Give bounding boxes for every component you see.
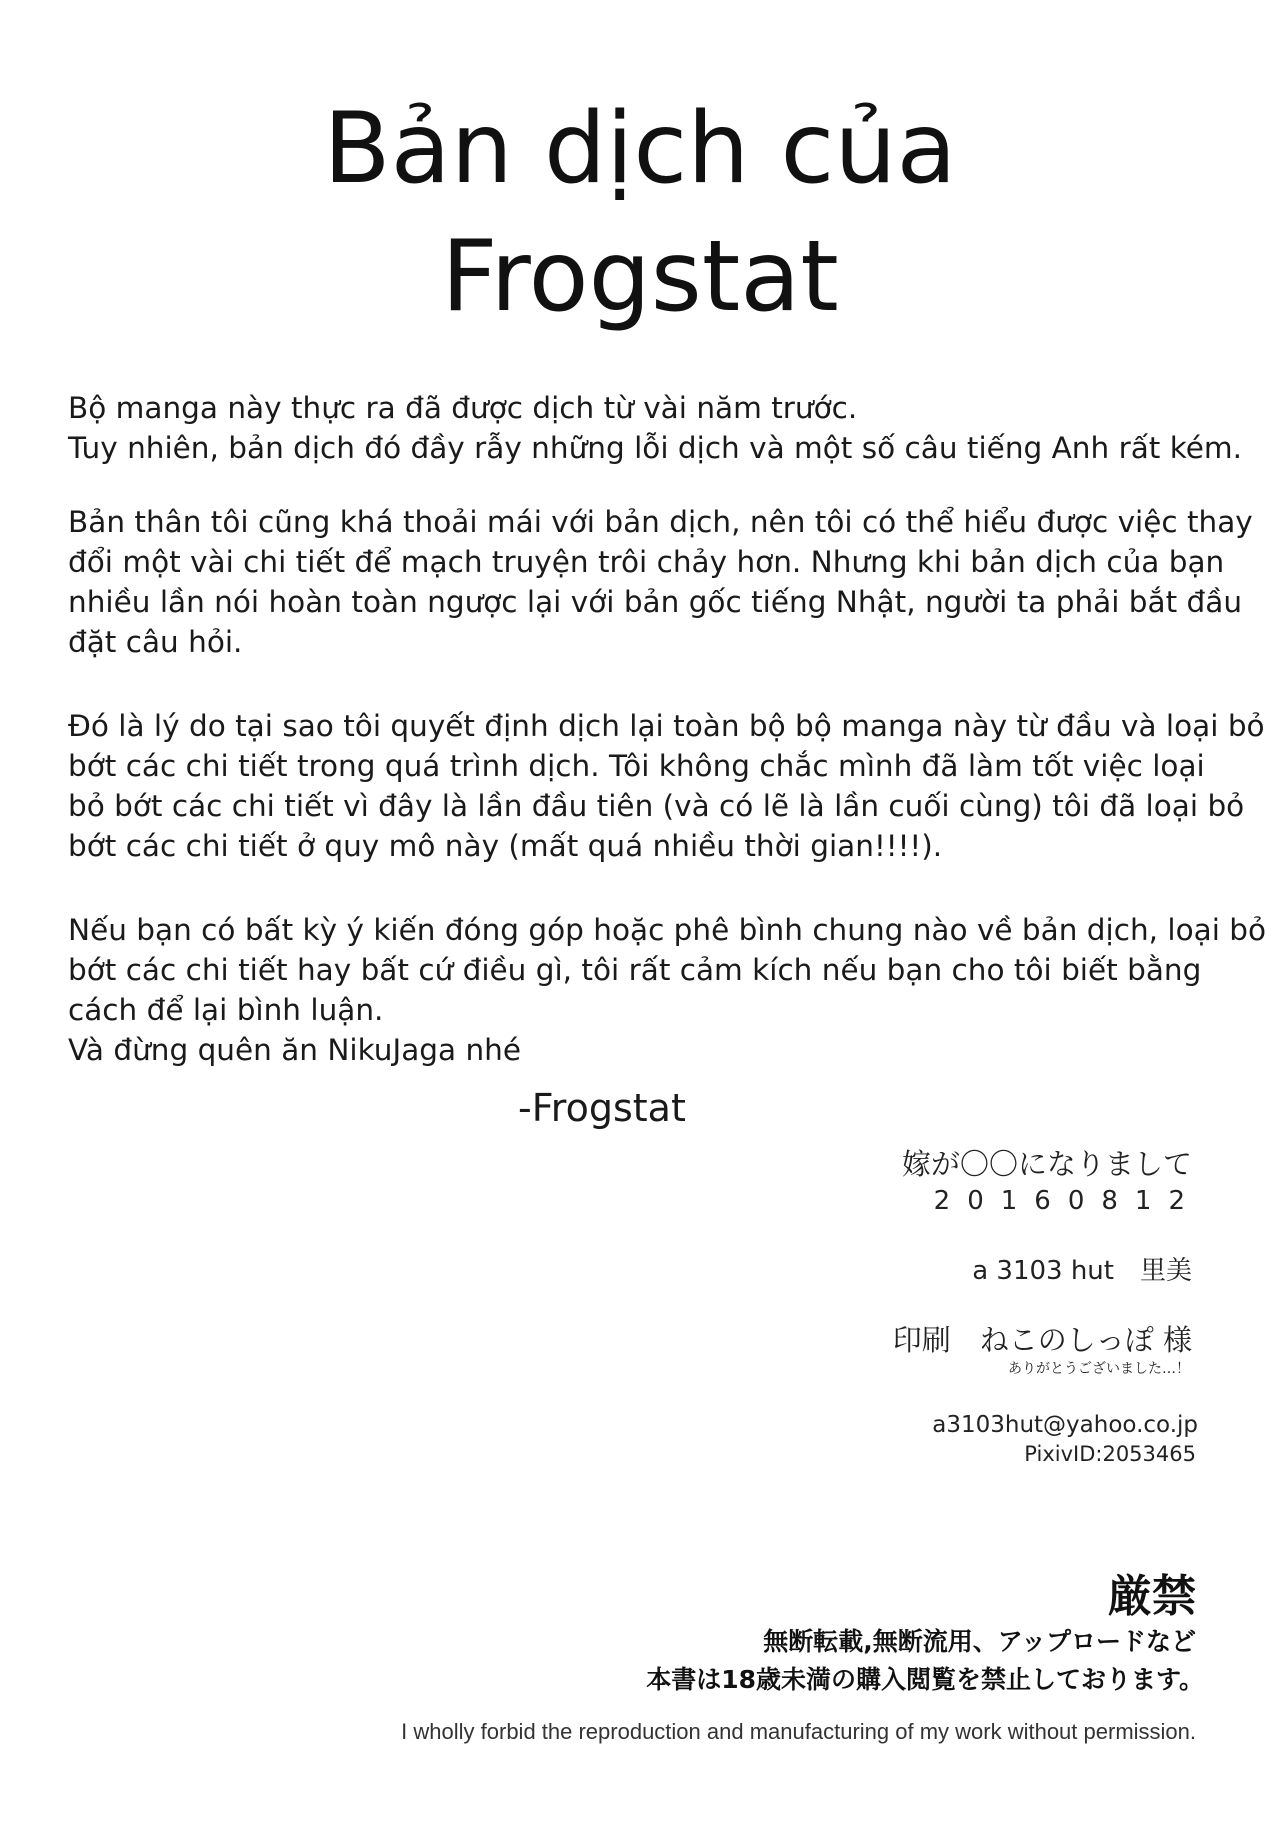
paragraph-1 xyxy=(68,388,1248,468)
paragraph-line: Tuy nhiên, bản dịch đó đầy rẫy những lỗi dịch và một số câu tiếng Anh rất kém. xyxy=(68,431,1243,465)
paragraph-line: nhiều lần nói hoàn toàn ngược lại với bản gốc tiếng Nhật, người ta phải bắt đầu xyxy=(68,585,1243,619)
colophon-book-title: 嫁が〇〇になりまして xyxy=(901,1147,1192,1181)
colophon-circle: a 3103 hut 里美 xyxy=(972,1256,1192,1286)
notice-heading: 厳禁 xyxy=(1108,1571,1196,1622)
colophon-thanks: ありがとうございました…！ xyxy=(1008,1361,1190,1377)
paragraph-line: bớt các chi tiết trong quá trình dịch. Tôi không chắc mình đã làm tốt việc loại xyxy=(68,749,1205,783)
page-title-line-1: Bản dịch của xyxy=(323,92,957,206)
paragraph-3 xyxy=(68,706,1265,866)
paragraph-line: Bộ manga này thực ra đã được dịch từ vài năm trước. xyxy=(68,391,858,425)
translator-signature: -Frogstat xyxy=(518,1086,686,1130)
colophon-date: 20160812 xyxy=(933,1186,1202,1216)
notice-line-2: 本書は18歳未満の購入閲覧を禁止しております。 xyxy=(646,1665,1204,1694)
paragraph-line: Bản thân tôi cũng khá thoải mái với bản dịch, nên tôi có thể hiểu được việc thay xyxy=(68,505,1253,539)
paragraph-line: bớt các chi tiết hay bất cứ điều gì, tôi rất cảm kích nếu bạn cho tôi biết bằng xyxy=(68,953,1202,987)
colophon-email: a3103hut@yahoo.co.jp xyxy=(932,1412,1198,1438)
colophon-pixiv-id: PixivID:2053465 xyxy=(1024,1442,1196,1466)
notice-line-1: 無断転載,無断流用、アップロードなど xyxy=(763,1627,1196,1656)
paragraph-2 xyxy=(68,502,1253,662)
paragraph-line: đổi một vài chi tiết để mạch truyện trôi chảy hơn. Nhưng khi bản dịch của bạn xyxy=(68,545,1225,579)
paragraph-line: bớt các chi tiết ở quy mô này (mất quá nhiều thời gian!!!!). xyxy=(68,829,943,863)
paragraph-line: đặt câu hỏi. xyxy=(68,625,243,659)
page-title-line-2: Frogstat xyxy=(441,220,839,334)
paragraph-line: Đó là lý do tại sao tôi quyết định dịch lại toàn bộ bộ manga này từ đầu và loại bỏ xyxy=(68,709,1265,743)
paragraph-line: Nếu bạn có bất kỳ ý kiến đóng góp hoặc phê bình chung nào về bản dịch, loại bỏ xyxy=(68,913,1267,947)
copyright-notice-english: I wholly forbid the reproduction and manufacturing of my work without permission. xyxy=(401,1719,1196,1744)
paragraph-line: cách để lại bình luận. xyxy=(68,993,384,1027)
colophon-printer: 印刷 ねこのしっぽ 様 xyxy=(892,1323,1192,1357)
paragraph-line: Và đừng quên ăn NikuJaga nhé xyxy=(68,1033,522,1067)
paragraph-4 xyxy=(68,910,1267,1070)
paragraph-line: bỏ bớt các chi tiết vì đây là lần đầu tiên (và có lẽ là lần cuối cùng) tôi đã loại bỏ xyxy=(68,789,1245,823)
